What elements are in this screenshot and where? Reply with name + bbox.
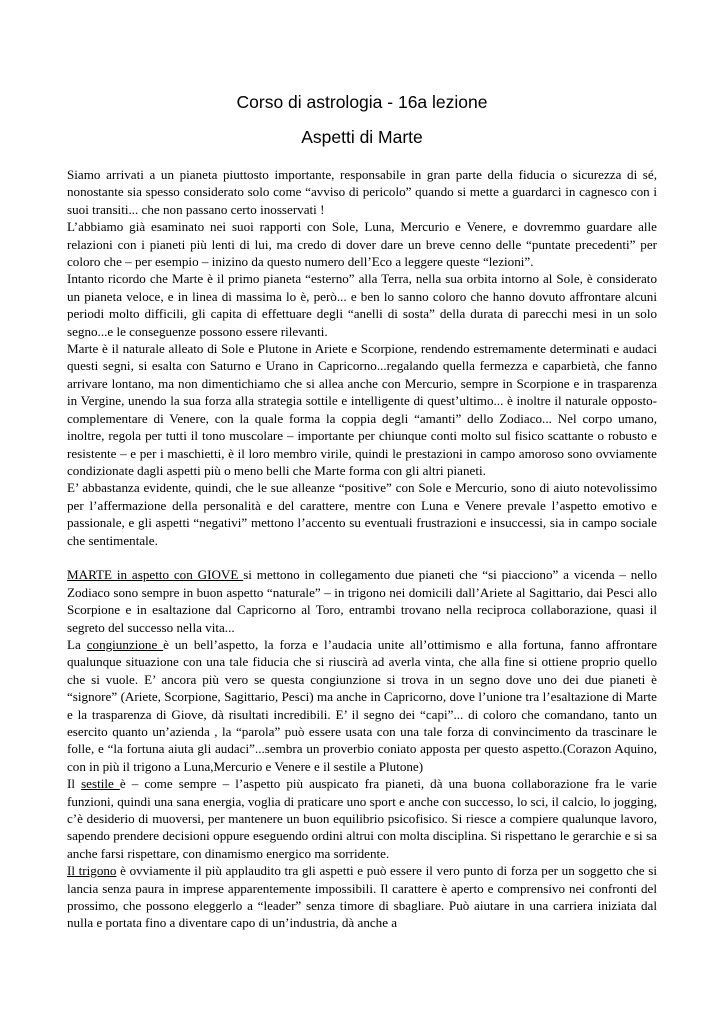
- document-subtitle: Aspetti di Marte: [301, 127, 423, 147]
- paragraph-gap: [67, 549, 657, 566]
- paragraph-text: è un bell’aspetto, la forza e l’audacia unite all’ottimismo e alla fortuna, fanno affrontare qualunque situazione con una tale fiducia che si riuscirà ad averla vinta, che alla fine si ottiene proprio quello che si vuole. E’ ancora più vero se questa congiunzione si trova in un segno dove uno dei due pianeti è “signore” (Ariete, Scorpione, Sagittario, Pesci) ma anche in Capricorno, dove l’unione tra l’esaltazione di Marte e la trasparenza di Giove, dà risultati incredibili. E’ il segno dei “capi”... di coloro che comandano, tanto un esercito quanto un’azienda , la “parola” può essere usata con una tale forza di convincimento da trascinare le folle, e “la fortuna aiuta gli audaci”...sembra un proverbio coniato apposta per questo aspetto.(Corazon Aquino, con in più il trigono a Luna,Mercurio e Venere e il sestile a Plutone): [67, 636, 657, 774]
- document-body: [67, 166, 657, 932]
- paragraph-sextile: [67, 775, 657, 862]
- paragraph-conjunction: [67, 636, 657, 775]
- paragraph-text: è ovviamente il più applaudito tra gli aspetti e può essere il vero punto di forza per un soggetto che si lancia senza paura in imprese apparentemente impossibili. Il carattere è aperto e comprensivo nei confronti del prossimo, che possono eleggerlo a “leader” senza timore di sbagliare. Può aiutare in una carriera iniziata dal nulla e portata fino a diventare capo di un’industria, dà anche a: [67, 863, 657, 931]
- term-conjunction: congiunzione: [86, 636, 164, 652]
- document-title: Corso di astrologia - 16a lezione: [236, 92, 488, 112]
- paragraph-intro: Siamo arrivati a un pianeta piuttosto importante, responsabile in gran parte della fiducia o sicurezza di sé, nonostante sia spesso considerato solo come “avviso di pericolo” quando si mette a guardarci in cagnesco con i suoi transiti... che non passano certo inosservati !: [67, 167, 657, 217]
- paragraph-positive-negative-aspects: E’ abbastanza evidente, quindi, che le sue alleanze “positive” con Sole e Mercurio, sono di aiuto notevolissimo per l’affermazione della personalità e del carattere, mentre con Luna e Venere prevale l’aspetto emotivo e passionale, e gli aspetti “negativi” mettono l’accento su eventuali frustrazioni e insuccessi, sia in campo sociale che sentimentale.: [67, 480, 657, 548]
- paragraph-text: è – come sempre – l’aspetto più auspicato fra pianeti, dà una buona collaborazione fra le varie funzioni, quindi una sana energia, voglia di praticare uno sport e anche con successo, lo sci, il calcio, lo jogging, c’è desiderio di muoversi, per mantenere un buon equilibrio psicofisico. Si riesce a compiere qualunque lavoro, sapendo prendere decisioni oppure eseguendo ordini altrui con molta disciplina. Si rispettano le gerarchie e si sa anche farsi rispettare, con dinamismo energico ma sorridente.: [67, 776, 657, 861]
- paragraph-text: La: [67, 636, 87, 652]
- section-heading-mars-jupiter: MARTE in aspetto con GIOVE: [67, 567, 244, 583]
- term-sextile: sestile: [81, 776, 120, 792]
- paragraph-text: Il: [67, 776, 82, 792]
- paragraph-text: si mettono in collegamento due pianeti che “si piacciono” a vicenda – nello Zodiaco sono sempre in buon aspetto “naturale” – in trigono nei domicili dall’Ariete al Sagittario, dai Pesci allo Scorpione e in esaltazione dal Capricorno al Toro, entrambi trovano nella reciproca collaborazione, quasi il segreto del successo nella vita...: [67, 567, 657, 635]
- paragraph-trine: [67, 862, 657, 932]
- paragraph-mars-orbit: Intanto ricordo che Marte è il primo pianeta “esterno” alla Terra, nella sua orbita intorno al Sole, è considerato un pianeta veloce, e in linea di massima lo è, però... e ben lo sanno coloro che hanno dovuto affrontare alcuni periodi molto difficili, gli capita di effettuare degli “anelli di sosta” della durata di parecchi mesi in un solo segno...e le conseguenze possono essere rilevanti.: [67, 271, 657, 339]
- paragraph-previous-lessons: L’abbiamo già esaminato nei suoi rapporti con Sole, Luna, Mercurio e Venere, e dovremmo guardare alle relazioni con i pianeti più lenti di lui, ma credo di dover dare un breve cenno delle “puntate precedenti” per coloro che – per esempio – inizino da questo numero dell’Eco a leggere queste “lezioni”.: [67, 219, 657, 270]
- term-trine: Il trigono: [67, 863, 117, 879]
- paragraph-mars-alliances: Marte è il naturale alleato di Sole e Plutone in Ariete e Scorpione, rendendo estremamente determinati e audaci questi segni, si esalta con Saturno e Urano in Capricorno...regalando quella fermezza e caparbietà, che fanno arrivare lontano, ma non dimentichiamo che si allea anche con Mercurio, sempre in Scorpione e in trasparenza in Vergine, unendo la sua forza alla strategia sottile e intelligente di quest’ultimo... è inoltre il naturale opposto-complementare di Venere, con la quale forma la coppia degli “amanti” dello Zodiaco... Nel corpo umano, inoltre, regola per tutti il tono muscolare – importante per chiunque conti molto sul fisico scattante o robusto e resistente – e per i maschietti, è il loro membro virile, quindi le prestazioni in campo amoroso sono ovviamente condizionate dagli aspetti più o meno belli che Marte forma con gli altri pianeti.: [67, 341, 657, 478]
- paragraph-mars-jupiter: [67, 566, 657, 636]
